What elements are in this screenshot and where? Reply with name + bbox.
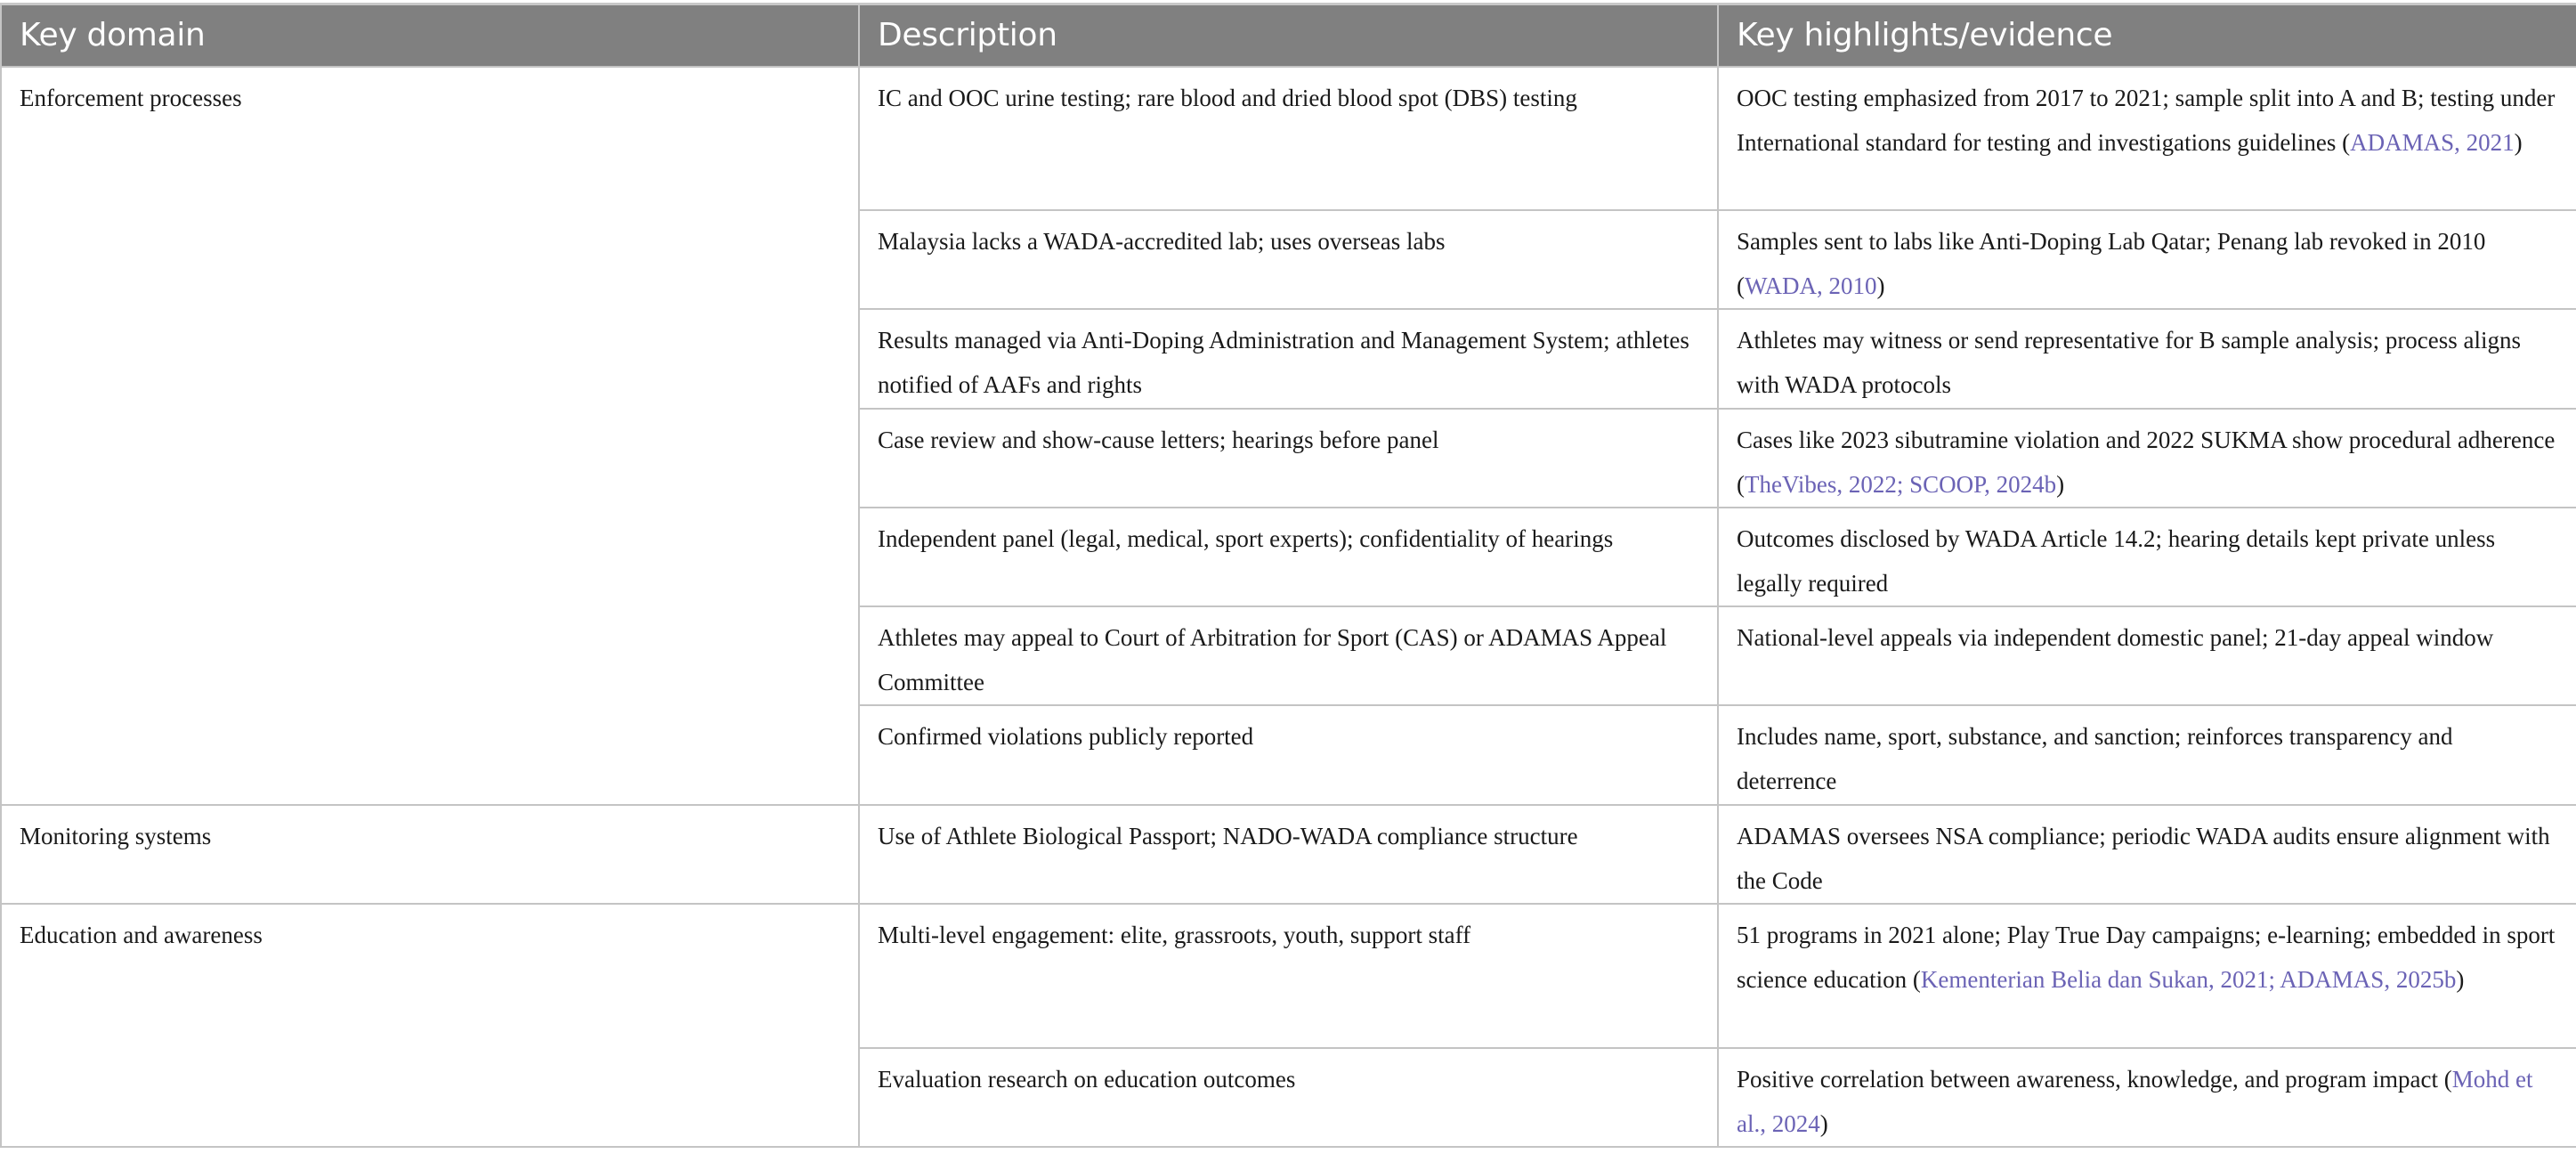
header-row [1,4,2576,67]
evidence-text-end: ) [2456,965,2465,993]
header-key-domain: Key domain [1,4,859,67]
evidence-cell [1718,705,2576,805]
evidence-text-end: ) [1819,1109,1828,1137]
description-cell: Evaluation research on education outcomes [859,1048,1718,1147]
table-body [1,67,2576,1147]
evidence-table-container [0,3,2576,1148]
evidence-cell [1718,805,2576,904]
evidence-cell [1718,904,2576,1048]
table-row [1,904,2576,1048]
table-header [1,4,2576,67]
header-description: Description [859,4,1718,67]
evidence-cell [1718,309,2576,409]
evidence-text-end: ) [2514,128,2523,156]
evidence-text: OOC testing emphasized from 2017 to 2021; sample split into A and B; testing under International standard for testing and investigations guidelines ( [1737,84,2556,156]
evidence-cell [1718,606,2576,705]
evidence-text: Includes name, sport, substance, and sanction; reinforces transparency and deterrence [1737,722,2453,794]
evidence-text: Positive correlation between awareness, knowledge, and program impact ( [1737,1065,2452,1093]
evidence-text: ADAMAS oversees NSA compliance; periodic WADA audits ensure alignment with the Code [1737,822,2550,894]
description-cell: Athletes may appeal to Court of Arbitration for Sport (CAS) or ADAMAS Appeal Committee [859,606,1718,705]
table-row [1,805,2576,904]
citation-link[interactable]: WADA, 2010 [1745,272,1877,299]
description-cell: IC and OOC urine testing; rare blood and dried blood spot (DBS) testing [859,67,1718,210]
domain-cell-enforcement: Enforcement processes [1,67,859,805]
citation-link[interactable]: TheVibes, 2022; SCOOP, 2024b [1745,470,2057,498]
description-cell: Case review and show-cause letters; hearings before panel [859,409,1718,508]
key-domain-table [0,3,2576,1148]
evidence-cell [1718,1048,2576,1147]
citation-link[interactable]: ADAMAS, 2021 [2350,128,2515,156]
evidence-text: National-level appeals via independent domestic panel; 21-day appeal window [1737,623,2494,651]
evidence-text-end: ) [2056,470,2065,498]
evidence-text: 51 programs in 2021 alone; Play True Day campaigns; e-learning; embedded in sport science education ( [1737,921,2556,993]
evidence-text: Athletes may witness or send representative for B sample analysis; process aligns with WADA protocols [1737,326,2522,398]
domain-cell-monitoring: Monitoring systems [1,805,859,904]
description-cell: Use of Athlete Biological Passport; NADO-WADA compliance structure [859,805,1718,904]
evidence-text-end: ) [1876,272,1885,299]
description-cell: Multi-level engagement: elite, grassroots, youth, support staff [859,904,1718,1048]
evidence-cell [1718,67,2576,210]
citation-link[interactable]: Kementerian Belia dan Sukan, 2021; ADAMAS, 2025b [1920,965,2457,993]
evidence-text: Samples sent to labs like Anti-Doping Lab Qatar; Penang lab revoked in 2010 ( [1737,227,2486,299]
evidence-cell [1718,409,2576,508]
citation-link[interactable]: Mohd et al., 2024 [1737,1065,2533,1137]
evidence-text: Outcomes disclosed by WADA Article 14.2; hearing details kept private unless legally required [1737,524,2496,597]
description-cell: Confirmed violations publicly reported [859,705,1718,805]
evidence-text: Cases like 2023 sibutramine violation and 2022 SUKMA show procedural adherence ( [1737,426,2556,498]
domain-cell-education: Education and awareness [1,904,859,1147]
table-row [1,67,2576,210]
description-cell: Results managed via Anti-Doping Administration and Management System; athletes notified of AAFs and rights [859,309,1718,409]
description-cell: Malaysia lacks a WADA-accredited lab; uses overseas labs [859,210,1718,309]
evidence-cell [1718,210,2576,309]
description-cell: Independent panel (legal, medical, sport experts); confidentiality of hearings [859,508,1718,606]
evidence-cell [1718,508,2576,606]
header-key-highlights: Key highlights/evidence [1718,4,2576,67]
